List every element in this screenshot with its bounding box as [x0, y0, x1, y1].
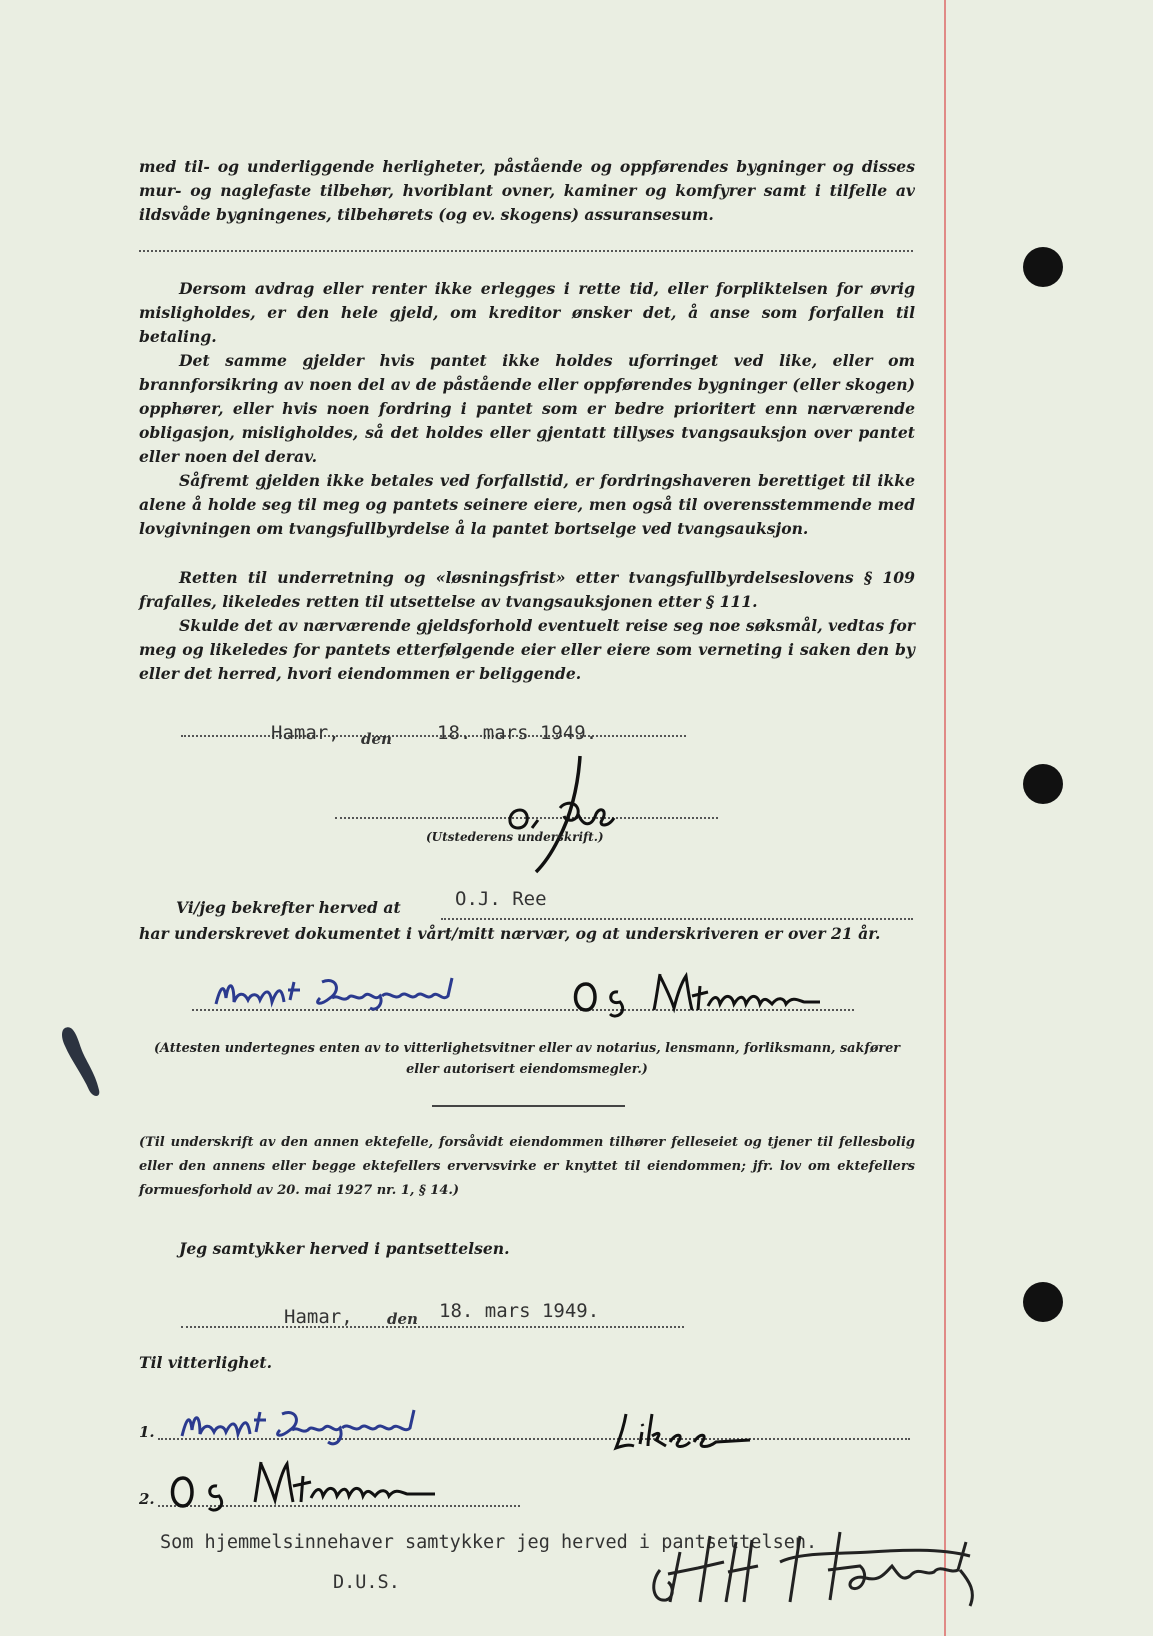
- consent-date-line: [181, 1326, 684, 1328]
- ink-blot: [55, 1020, 115, 1100]
- witness-signature-black: [568, 962, 868, 1022]
- witness-signature-blue: [212, 968, 472, 1018]
- attest-prefix: Vi/jeg bekrefter herved at: [176, 898, 401, 917]
- issue-date-line: [181, 735, 686, 737]
- attest-name-line: [441, 918, 913, 920]
- paragraph-insurance: Det samme gjelder hvis pantet ikke holdes uforringet ved like, eller om brannforsikring av noen del av de påstående eller oppførendes bygninger (eller skogen) opphører, eller hvis noen fordring i pantet som er bedre prioritert enn nærværende obligasjon, misligholdes, så det holdes eller gjentatt tillyses tvangsauksjon over pantet eller noen del derav.: [139, 351, 915, 466]
- hjemmel-signature: [640, 1522, 1060, 1614]
- hjemmel-consent: Som hjemmelsinnehaver samtykker jeg herved i pantsettelsen.: [160, 1532, 818, 1553]
- consent-place: Hamar,: [284, 1306, 353, 1328]
- attest-name: O.J. Ree: [455, 888, 547, 910]
- punch-hole: [1023, 1282, 1063, 1322]
- paragraph-forced-sale: Såfremt gjelden ikke betales ved forfallstid, er fordringshaveren berettiget til ikke alene å holde seg til meg og pantets seinere eiere, men også til overensstemmende med lovgivningen om tvangsfullbyrdelse å la pantet bortselge ved tvangsauksjon.: [139, 471, 915, 538]
- witness-2-signature: [165, 1454, 505, 1518]
- paragraph-default: Dersom avdrag eller renter ikke erlegges i rette tid, eller forpliktelsen for øvrig misligholdes, er den hele gjeld, om kreditor ønsker det, å anse som forfallen til betaling.: [139, 279, 915, 346]
- issue-date: 18. mars 1949.: [437, 722, 598, 744]
- margin-rule: [944, 0, 946, 1636]
- witness-1-signature-black: [612, 1410, 792, 1454]
- issuer-signature-caption: (Utstederens underskrift.): [426, 830, 604, 844]
- witness-1-signature-blue: [178, 1398, 438, 1454]
- punch-hole: [1023, 764, 1063, 804]
- paragraph-venue: Skulde det av nærværende gjeldsforhold eventuelt reise seg noe søksmål, vedtas for meg og likeledes for pantets etterfølgende eier eller eiere som verneting i saken den by eller det herred, hvori eiendommen er beliggende.: [139, 616, 915, 683]
- spouse-note: (Til underskrift av den annen ektefelle, forsåvidt eiendommen tilhører felleseiet og tjener til fellesbolig eller den annens eller begge ektefellers ervervsvirke er knyttet til eiendommen; jfr. lov om ektefellers formuesforhold av 20. mai 1927 nr. 1, § 14.): [139, 1135, 915, 1198]
- paragraph-appurtenances: med til- og underliggende herligheter, påstående og oppførendes bygninger og disses mur- og naglefaste tilbehør, hvoriblant ovner, kaminer og komfyrer samt i tilfelle av ildsvåde bygningenes, tilbehørets (og ev. skogens) assuransesum.: [139, 157, 915, 224]
- punch-hole: [1023, 247, 1063, 287]
- paragraph-notice: Retten til underretning og «løsningsfrist» etter tvangsfullbyrdelseslovens § 109 frafalles, likeledes retten til utsettelse av tvangsauksjonen etter § 111.: [139, 568, 915, 611]
- witness-number-1: 1.: [139, 1423, 155, 1441]
- consent-text: Jeg samtykker herved i pantsettelsen.: [179, 1239, 510, 1258]
- section-divider: [432, 1105, 625, 1107]
- consent-date: 18. mars 1949.: [439, 1300, 600, 1322]
- witness-number-2: 2.: [139, 1490, 155, 1508]
- witness-label: Til vitterlighet.: [139, 1353, 273, 1372]
- issue-place: Hamar,: [271, 722, 340, 744]
- attest-statement: har underskrevet dokumentet i vårt/mitt nærvær, og at underskriveren er over 21 år.: [139, 924, 881, 943]
- hjemmel-initials: D.U.S.: [333, 1572, 400, 1593]
- attest-note: (Attesten undertegnes enten av to vitterlighetsvitner eller av notarius, lensmann, forliksmann, sakfører eller autorisert eiendomsmegler.): [154, 1041, 900, 1077]
- issuer-signature: [490, 748, 620, 878]
- dotted-separator: [139, 250, 913, 252]
- issue-den-label: den: [361, 730, 392, 748]
- consent-den-label: den: [387, 1310, 418, 1328]
